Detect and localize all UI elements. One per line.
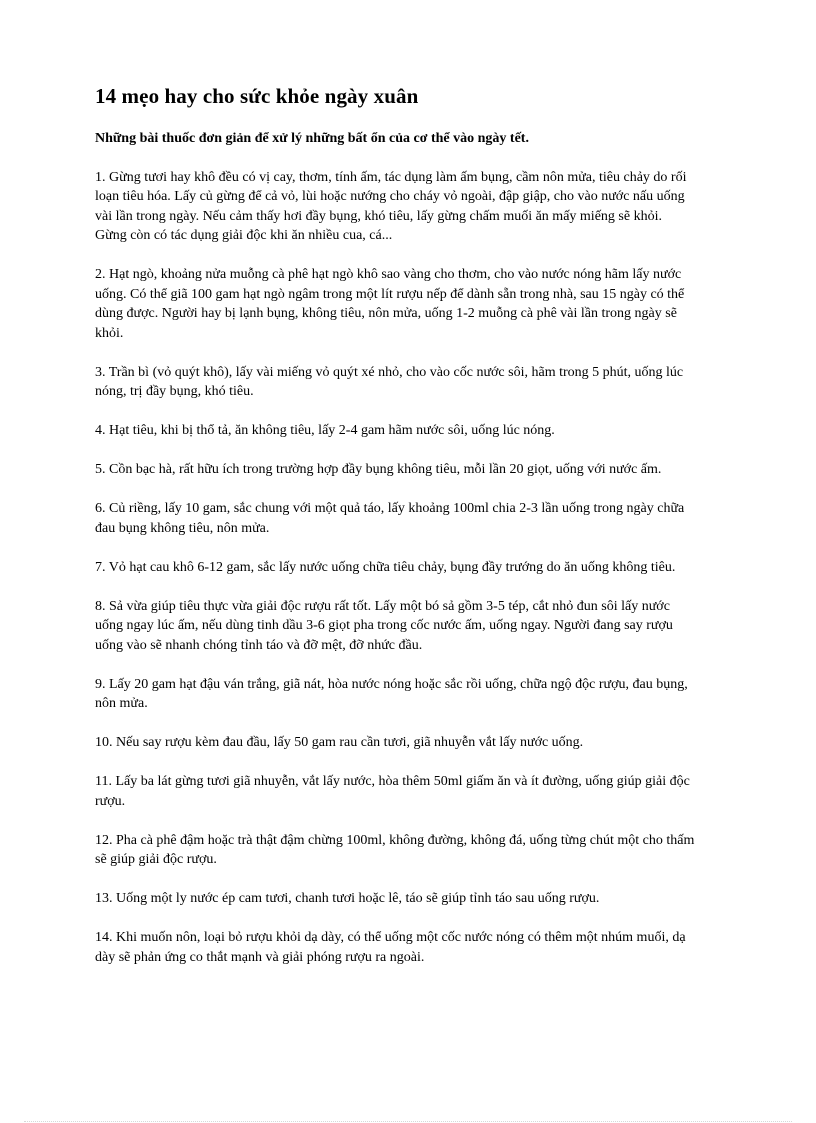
page-bottom-divider <box>24 1121 792 1122</box>
tip-paragraph-10: 10. Nếu say rượu kèm đau đầu, lấy 50 gam rau cần tươi, giã nhuyễn vắt lấy nước uống. <box>95 735 584 750</box>
tip-paragraph-14: 14. Khi muốn nôn, loại bỏ rượu khỏi dạ dày, có thể uống một cốc nước nóng có thêm một nhúm muối, dạ dày sẽ phản ứng co thắt mạnh và giải phóng rượu ra ngoài. <box>95 930 686 965</box>
tip-paragraph-12: 12. Pha cà phê đậm hoặc trà thật đậm chừng 100ml, không đường, không đá, uống từng chút một cho thấm sẽ giúp giải độc rượu. <box>95 832 695 867</box>
tip-paragraph-5: 5. Cồn bạc hà, rất hữu ích trong trường hợp đầy bụng không tiêu, mỗi lần 20 giọt, uống với nước ấm. <box>95 462 662 477</box>
tip-paragraph-4: 4. Hạt tiêu, khi bị thổ tả, ăn không tiêu, lấy 2-4 gam hãm nước sôi, uống lúc nóng. <box>95 423 555 438</box>
document-title: 14 mẹo hay cho sức khỏe ngày xuân <box>95 84 419 108</box>
tip-paragraph-3: 3. Trần bì (vỏ quýt khô), lấy vài miếng vỏ quýt xé nhỏ, cho vào cốc nước sôi, hãm trong 5 phút, uống lúc nóng, trị đầy bụng, khó tiêu. <box>95 364 684 399</box>
tip-paragraph-7: 7. Vỏ hạt cau khô 6-12 gam, sắc lấy nước uống chữa tiêu chảy, bụng đầy trướng do ăn uống không tiêu. <box>95 559 676 575</box>
tip-paragraph-1: 1. Gừng tươi hay khô đều có vị cay, thơm, tính ấm, tác dụng làm ấm bụng, cầm nôn mửa, tiêu chảy do rối loạn tiêu hóa. Lấy củ gừng để cả vỏ, lùi hoặc nướng cho cháy vỏ ngoài, đập giập, cho vào nước nấu uống vài lần trong ngày. Nếu cảm thấy hơi đầy bụng, khó tiêu, lấy gừng chấm muối ăn mấy miếng sẽ khỏi. Gừng còn có tác dụng giải độc khi ăn nhiều cua, cá... <box>95 169 687 243</box>
tip-paragraph-9: 9. Lấy 20 gam hạt đậu ván trắng, giã nát, hòa nước nóng hoặc sắc rồi uống, chữa ngộ độc rượu, đau bụng, nôn mửa. <box>95 676 688 711</box>
tip-paragraph-8: 8. Sả vừa giúp tiêu thực vừa giải độc rượu rất tốt. Lấy một bó sả gồm 3-5 tép, cắt nhỏ đun sôi lấy nước uống ngay lúc ấm, nếu dùng tinh dầu 3-6 giọt pha trong cốc nước ấm, uống ngay. Người đang say rượu uống vào sẽ nhanh chóng tỉnh táo và đỡ mệt, đỡ nhức đầu. <box>95 598 673 653</box>
tip-paragraph-11: 11. Lấy ba lát gừng tươi giã nhuyễn, vắt lấy nước, hòa thêm 50ml giấm ăn và ít đường, uống giúp giải độc rượu. <box>95 774 690 809</box>
tip-paragraph-13: 13. Uống một ly nước ép cam tươi, chanh tươi hoặc lê, táo sẽ giúp tỉnh táo sau uống rượu. <box>95 891 600 906</box>
tip-paragraph-6: 6. Củ riềng, lấy 10 gam, sắc chung với một quả táo, lấy khoảng 100ml chia 2-3 lần uống trong ngày chữa đau bụng không tiêu, nôn mửa. <box>95 501 685 536</box>
tip-paragraph-2: 2. Hạt ngò, khoảng nửa muỗng cà phê hạt ngò khô sao vàng cho thơm, cho vào nước nóng hãm lấy nước uống. Có thể giã 100 gam hạt ngò ngâm trong một lít rượu nếp để dành sẵn trong nhà, sau 15 ngày có thể dùng được. Người hay bị lạnh bụng, không tiêu, nôn mửa, uống 1-2 muỗng cà phê vài lần trong ngày sẽ khỏi. <box>95 267 685 341</box>
document-page <box>95 83 697 987</box>
document-subtitle: Những bài thuốc đơn giản để xử lý những bất ổn của cơ thể vào ngày tết. <box>95 131 529 146</box>
